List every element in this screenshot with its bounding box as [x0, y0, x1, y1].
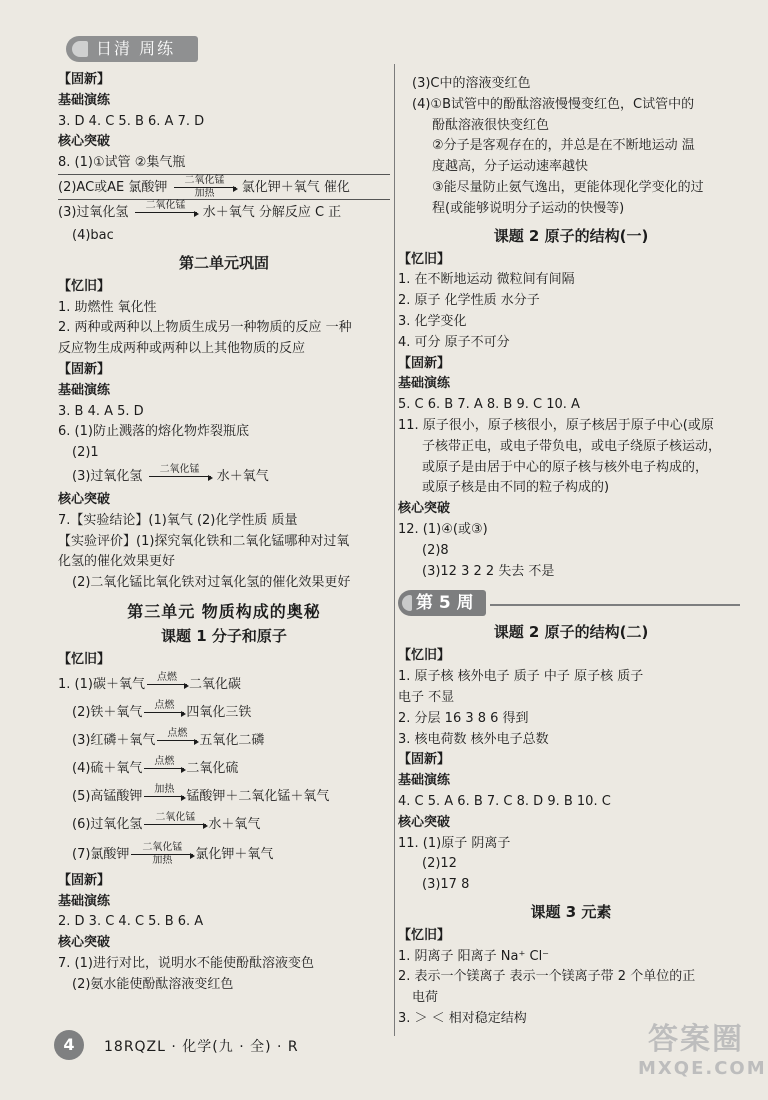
answer-line: 程(或能够说明分子运动的快慢等): [432, 200, 625, 216]
subsection-label: 核心突破: [58, 935, 111, 951]
reaction-products: 二氧化碳: [188, 676, 241, 692]
reaction-line: [58, 783, 390, 811]
answer-line: (3)17 8: [422, 877, 470, 893]
reaction-line: [58, 811, 390, 839]
reaction-line: [58, 200, 390, 226]
answer-line: (4)bac: [72, 227, 114, 243]
answer-line: 子核带正电，或电子带负电，或电子绕原子核运动，: [422, 438, 722, 454]
section-label: 【固新】: [58, 872, 111, 888]
answer-line: 化氢的催化效果更好: [58, 554, 176, 570]
answer-line: 3. 核电荷数 核外电子总数: [398, 731, 549, 747]
header-tag: [66, 36, 198, 62]
week-rule: [490, 604, 740, 606]
watermark-logo: [638, 1022, 767, 1092]
answer-line: 5. C 6. B 7. A 8. B 9. C 10. A: [398, 397, 580, 413]
answer-line: 7.【实验结论】(1)氧气 (2)化学性质 质量: [58, 512, 298, 528]
arrow-condition: 二氧化锰: [159, 463, 200, 475]
answer-line: 酚酞溶液很快变红色: [432, 117, 550, 133]
reaction-products: 二氧化硫: [186, 760, 239, 776]
header-tag-label: 日清 周练: [96, 39, 176, 58]
section-label: 【固新】: [58, 361, 111, 377]
arrow-condition: 点燃: [154, 699, 175, 711]
answer-line: ②分子是客观存在的，并总是在不断地运动 温: [432, 138, 695, 154]
arrow-condition: 点燃: [167, 727, 188, 739]
reaction-products: 五氧化二磷: [199, 732, 265, 748]
reaction-arrow: [147, 672, 187, 697]
arrow-condition: 加热: [154, 783, 175, 795]
reaction-line: [58, 464, 390, 490]
arrow-condition: 点燃: [154, 755, 175, 767]
answer-line: 1. 阴离子 阳离子 Na⁺ Cl⁻: [398, 948, 550, 964]
answer-line: 电子 不显: [398, 689, 455, 705]
reaction-products: 四氧化三铁: [186, 704, 252, 720]
answer-line: 11. 原子很小，原子核很小，原子核居于原子中心(或原: [398, 417, 714, 433]
subsection-label: 核心突破: [398, 814, 451, 830]
subsection-label: 核心突破: [58, 134, 111, 150]
reaction-arrow: [144, 756, 184, 781]
right-column: [398, 74, 744, 1030]
section-label: 【固新】: [398, 355, 451, 371]
reaction-arrow: [149, 464, 211, 489]
answer-line: (4)①B试管中的酚酞溶液慢慢变红色，C试管中的: [412, 96, 695, 112]
reaction-line: [58, 727, 390, 755]
arrow-condition: 加热: [152, 854, 173, 866]
answer-line: (2)8: [422, 542, 449, 558]
arrow-condition: 二氧化锰: [155, 811, 196, 823]
subsection-label: 基础演练: [398, 376, 451, 392]
subsection-label: 核心突破: [58, 491, 111, 507]
lesson-title: 课题 1 分子和原子: [161, 626, 287, 645]
subsection-label: 核心突破: [398, 501, 451, 517]
column-divider: [394, 64, 395, 1036]
reaction-reactants: 1. (1)碳＋氧气: [58, 676, 145, 692]
page-number: 4: [54, 1030, 84, 1060]
subsection-label: 基础演练: [58, 893, 111, 909]
lesson-title: 课题 2 原子的结构(二): [493, 623, 649, 642]
answer-line: 8. (1)①试管 ②集气瓶: [58, 155, 186, 171]
answer-line: 3. D 4. C 5. B 6. A 7. D: [58, 113, 205, 129]
arrow-condition: 二氧化锰: [184, 174, 225, 186]
reaction-products: 锰酸钾＋二氧化锰＋氧气: [186, 788, 330, 804]
answer-line: 12. (1)④(或③): [398, 521, 488, 537]
arrow-condition: 点燃: [156, 671, 177, 683]
section-label: 【忆旧】: [58, 278, 111, 294]
answer-line: (2)1: [72, 445, 99, 461]
reaction-reactants: (3)过氧化氢: [58, 204, 129, 220]
answer-line: 4. 可分 原子不可分: [398, 334, 510, 350]
reaction-line: [58, 839, 390, 871]
answer-line: 2. D 3. C 4. C 5. B 6. A: [58, 914, 204, 930]
answer-line: (2)12: [422, 856, 457, 872]
reaction-arrow: [144, 700, 184, 725]
answer-line: 3. 化学变化: [398, 313, 467, 329]
answer-line: 2. 分层 16 3 8 6 得到: [398, 710, 529, 726]
answer-line: 2. 两种或两种以上物质生成另一种物质的反应 一种: [58, 320, 352, 336]
watermark-url: MXQE.COM: [638, 1058, 767, 1079]
answer-line: (3)12 3 2 2 失去 不是: [422, 563, 555, 579]
section-label: 【忆旧】: [398, 251, 451, 267]
reaction-arrow: [131, 842, 193, 867]
answer-line: 1. 在不断地运动 微粒间有间隔: [398, 272, 575, 288]
answer-line: 2. 原子 化学性质 水分子: [398, 293, 540, 309]
arrow-condition: 二氧化锰: [142, 841, 183, 853]
answer-line: 3. B 4. A 5. D: [58, 403, 144, 419]
reaction-products: 水＋氧气: [216, 468, 269, 484]
answer-line: 或原子是由居于中心的原子核与核外电子构成的，: [422, 459, 709, 475]
subsection-label: 基础演练: [58, 92, 111, 108]
answer-line: 1. 助燃性 氧化性: [58, 299, 157, 315]
reaction-arrow: [144, 784, 184, 809]
reaction-line: [58, 699, 390, 727]
answer-line: 7. (1)进行对比，说明水不能使酚酞溶液变色: [58, 955, 314, 971]
answer-line: 【实验评价】(1)探究氧化铁和二氧化锰哪种对过氧: [58, 533, 350, 549]
reaction-reactants: (6)过氧化氢: [72, 816, 143, 832]
section-label: 【忆旧】: [58, 651, 111, 667]
answer-line: 2. 表示一个镁离子 表示一个镁离子带 2 个单位的正: [398, 969, 696, 985]
footer-code: 18RQZL · 化学(九 · 全) · R: [104, 1039, 299, 1055]
lesson-title: 课题 3 元素: [530, 902, 612, 921]
answer-line: 4. C 5. A 6. B 7. C 8. D 9. B 10. C: [398, 793, 611, 809]
answer-line: (3)C中的溶液变红色: [412, 76, 531, 91]
reaction-products: 氯化钾＋氧气: [195, 846, 274, 862]
answer-line: 11. (1)原子 阴离子: [398, 835, 511, 851]
answer-line: 6. (1)防止溅落的熔化物炸裂瓶底: [58, 424, 249, 440]
reaction-arrow: [135, 200, 197, 225]
answer-line: (2)二氧化锰比氧化铁对过氧化氢的催化效果更好: [72, 575, 351, 591]
answer-line: 度越高，分子运动速率越快: [432, 159, 589, 175]
answer-line: ③能尽量防止氨气逸出，更能体现化学变化的过: [432, 179, 704, 195]
section-label: 【固新】: [58, 72, 111, 87]
reaction-arrow: [157, 728, 197, 753]
left-column: [58, 70, 390, 996]
reaction-arrow: [144, 812, 206, 837]
week-tag: 第 5 周: [398, 590, 486, 616]
reaction-arrow: [174, 175, 236, 200]
reaction-reactants: (5)高锰酸钾: [72, 788, 143, 804]
answer-line: 或原子核是由不同的粒子构成的): [422, 480, 610, 496]
answer-line: 电荷: [412, 990, 439, 1006]
reaction-products: 氯化钾＋氧气 催化: [241, 179, 350, 195]
reaction-reactants: (3)过氧化氢: [72, 468, 143, 484]
unit-title: 第三单元 物质构成的奥秘: [127, 601, 321, 621]
subsection-label: 基础演练: [398, 773, 451, 789]
reaction-reactants: (7)氯酸钾: [72, 846, 130, 862]
reaction-reactants: (2)铁＋氧气: [72, 704, 143, 720]
reaction-line: [58, 174, 390, 200]
reaction-reactants: (3)红磷＋氧气: [72, 732, 156, 748]
reaction-line: [58, 755, 390, 783]
lesson-title: 课题 2 原子的结构(一): [493, 226, 649, 245]
reaction-products: 水＋氧气 分解反应 C 正: [202, 204, 342, 220]
answer-line: 3. ＞ ＜ 相对稳定结构: [398, 1011, 527, 1027]
section-label: 【忆旧】: [398, 927, 451, 943]
section-title: 第二单元巩固: [178, 253, 269, 272]
week-banner: [398, 590, 744, 616]
answer-line: 反应物生成两种或两种以上其他物质的反应: [58, 341, 306, 357]
reaction-products: 水＋氧气: [208, 816, 261, 832]
reaction-reactants: (2)AC或AE 氯酸钾: [58, 179, 168, 195]
watermark-text: 答案圈: [648, 1022, 744, 1057]
section-label: 【固新】: [398, 752, 451, 768]
reaction-reactants: (4)硫＋氧气: [72, 760, 143, 776]
reaction-line: [58, 671, 390, 699]
answer-line: (2)氨水能使酚酞溶液变红色: [72, 976, 234, 992]
arrow-condition: 二氧化锰: [145, 199, 186, 211]
arrow-condition: 加热: [194, 187, 215, 199]
answer-line: 1. 原子核 核外电子 质子 中子 原子核 质子: [398, 669, 644, 685]
section-label: 【忆旧】: [398, 648, 451, 664]
subsection-label: 基础演练: [58, 382, 111, 398]
